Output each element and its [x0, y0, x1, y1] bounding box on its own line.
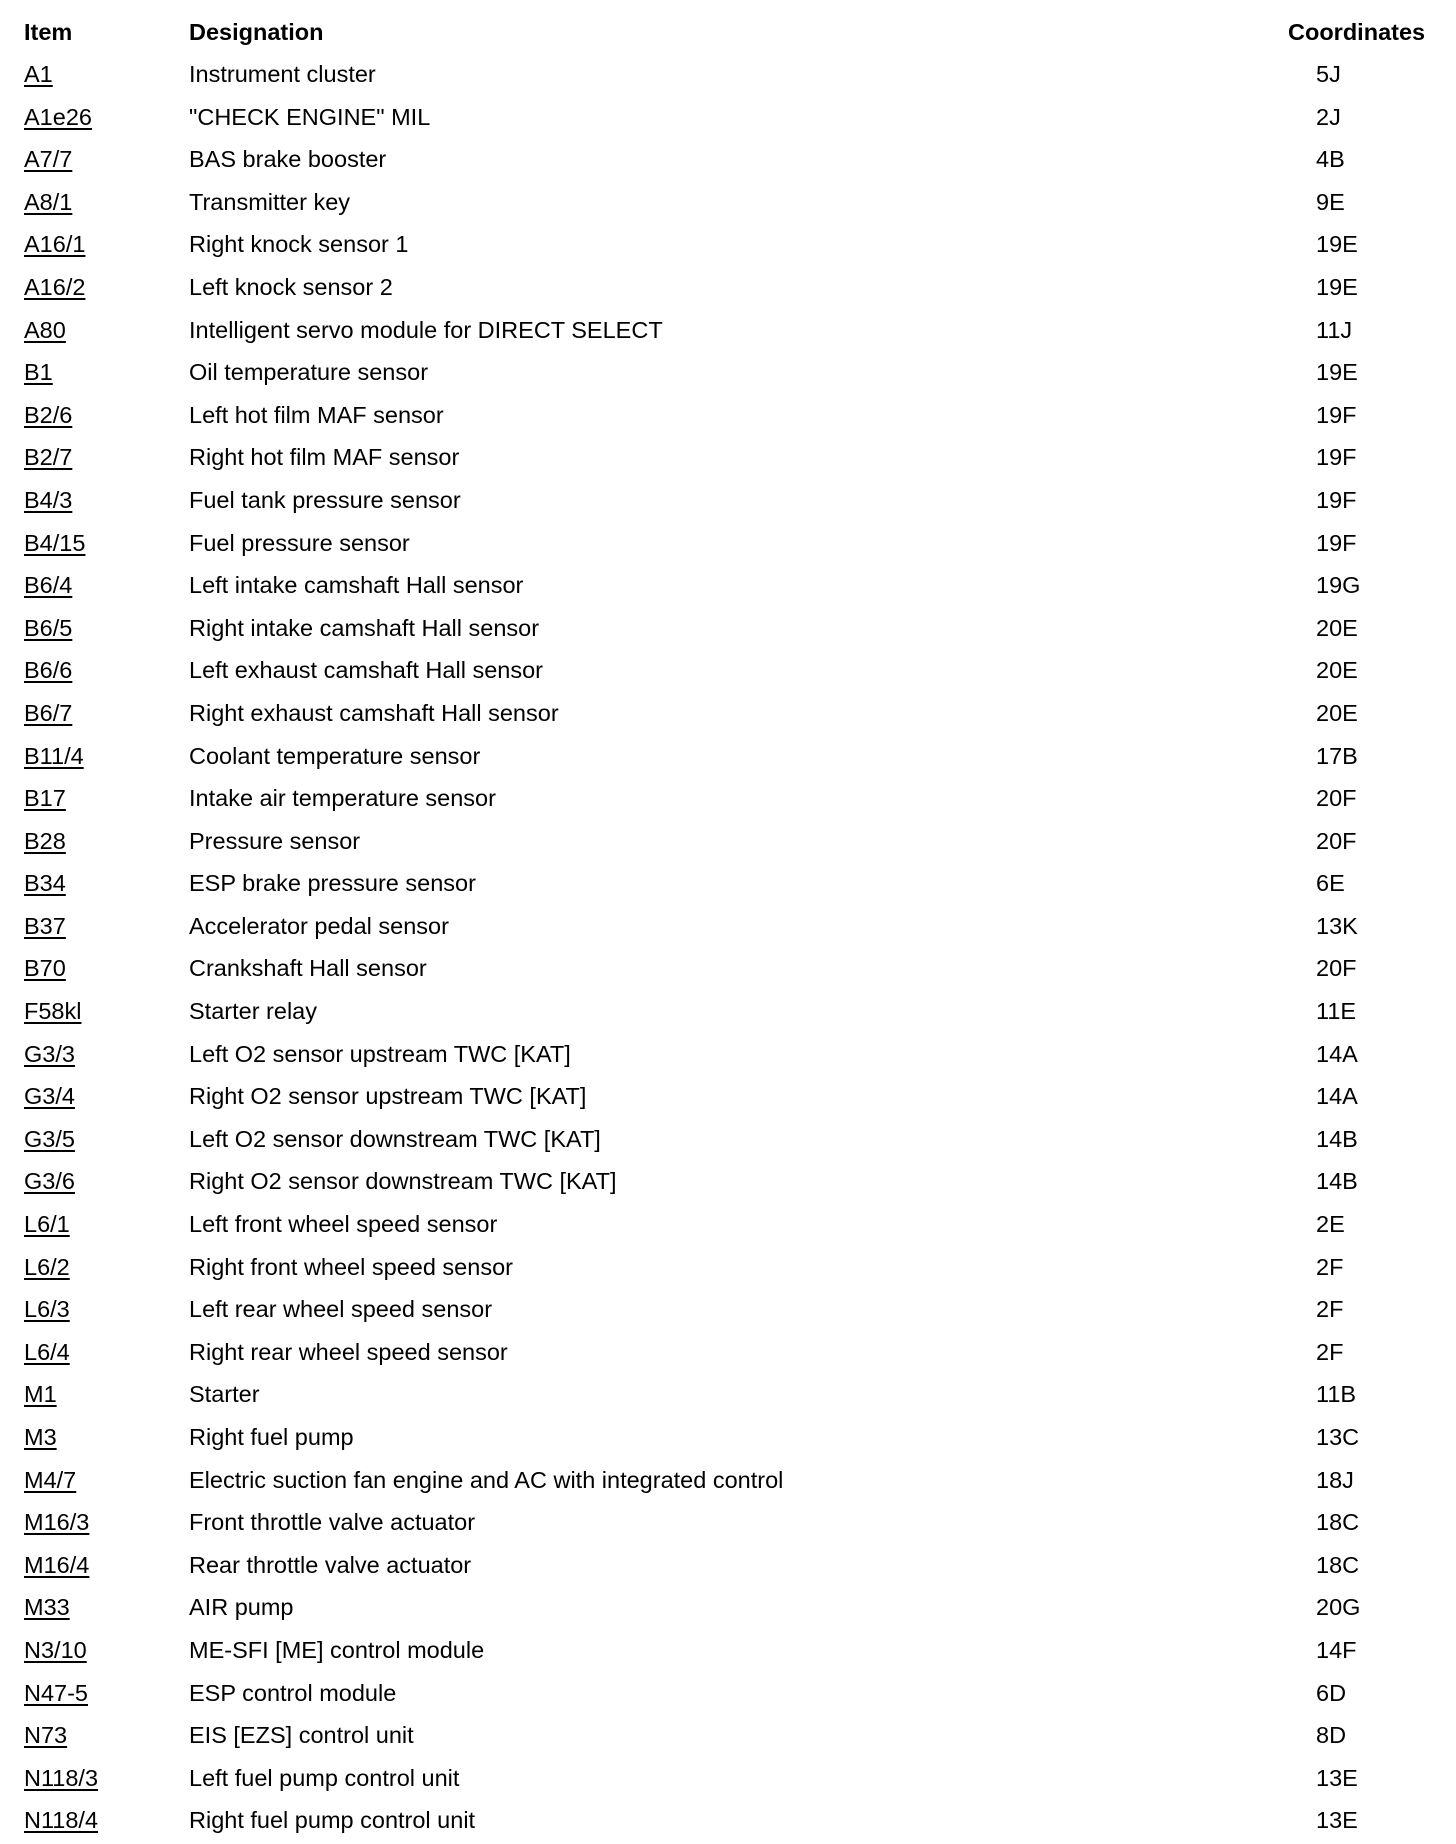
designation-cell: Left fuel pump control unit [189, 1764, 460, 1791]
item-link[interactable]: A7/7 [24, 146, 73, 173]
coordinates-cell: 2F [1316, 1338, 1344, 1365]
designation-cell: Left O2 sensor downstream TWC [KAT] [189, 1125, 601, 1152]
table-row [0, 53, 1456, 96]
designation-cell: Starter relay [189, 998, 317, 1025]
designation-cell: Instrument cluster [189, 61, 376, 87]
table-row [0, 820, 1456, 863]
table-row [0, 649, 1456, 692]
coordinates-cell: 20F [1316, 785, 1357, 812]
item-link[interactable]: M33 [24, 1594, 70, 1621]
designation-cell: Oil temperature sensor [189, 359, 429, 386]
coordinates-cell: 14A [1316, 1040, 1358, 1067]
item-link[interactable]: N73 [24, 1722, 68, 1749]
designation-cell: Accelerator pedal sensor [189, 912, 449, 939]
table-row [0, 947, 1456, 990]
coordinates-cell: 6D [1316, 1679, 1347, 1706]
coordinates-cell: 8D [1316, 1722, 1347, 1749]
coordinates-cell: 4B [1316, 146, 1345, 173]
designation-cell: ESP brake pressure sensor [189, 870, 476, 897]
table-row [0, 862, 1456, 905]
designation-cell: Left knock sensor 2 [189, 273, 393, 300]
coordinates-cell: 2E [1316, 1211, 1345, 1238]
item-link[interactable]: A1e26 [24, 103, 92, 130]
item-link[interactable]: N3/10 [24, 1636, 87, 1663]
table-row [0, 351, 1456, 394]
coordinates-cell: 2F [1316, 1253, 1344, 1280]
designation-cell: Pressure sensor [189, 827, 361, 854]
item-link[interactable]: A16/1 [24, 231, 86, 258]
coordinates-cell: 20E [1316, 699, 1358, 726]
table-row [0, 522, 1456, 565]
designation-cell: Right knock sensor 1 [189, 231, 409, 258]
coordinates-cell: 13E [1316, 1807, 1358, 1834]
item-link[interactable]: B2/7 [24, 444, 73, 471]
item-link[interactable]: M1 [24, 1381, 57, 1408]
item-link[interactable]: N47-5 [24, 1679, 89, 1706]
table-row [0, 1459, 1456, 1502]
item-link[interactable]: B70 [24, 955, 66, 982]
coordinates-cell: 9E [1316, 188, 1345, 215]
item-link[interactable]: B1 [24, 359, 53, 386]
designation-cell: Right hot film MAF sensor [189, 444, 460, 471]
header-coordinates: Coordinates [1288, 19, 1426, 45]
table-row [0, 1672, 1456, 1715]
item-link[interactable]: N118/4 [24, 1807, 99, 1834]
table-row [0, 1586, 1456, 1629]
designation-cell: Right rear wheel speed sensor [189, 1338, 508, 1365]
table-row [0, 436, 1456, 479]
designation-cell: Right O2 sensor upstream TWC [KAT] [189, 1083, 587, 1110]
coordinates-cell: 6E [1316, 870, 1345, 897]
designation-cell: "CHECK ENGINE" MIL [189, 103, 431, 130]
table-row [0, 96, 1456, 139]
designation-cell: Intelligent servo module for DIRECT SELECT [189, 316, 663, 343]
header-designation: Designation [189, 19, 324, 45]
designation-cell: Rear throttle valve actuator [189, 1551, 472, 1578]
designation-cell: Coolant temperature sensor [189, 742, 481, 769]
table-row [0, 1160, 1456, 1203]
coordinates-cell: 18J [1316, 1466, 1354, 1493]
designation-cell: Right fuel pump control unit [189, 1807, 476, 1834]
table-row [0, 1246, 1456, 1289]
coordinates-cell: 13K [1316, 912, 1358, 939]
designation-cell: Intake air temperature sensor [189, 785, 496, 812]
coordinates-cell: 19E [1316, 359, 1358, 386]
table-row [0, 692, 1456, 735]
coordinates-cell: 5J [1316, 61, 1341, 87]
item-link[interactable]: F58kl [24, 998, 82, 1025]
table-header [0, 15, 1456, 49]
item-link[interactable]: B37 [24, 912, 66, 939]
item-link[interactable]: N118/3 [24, 1764, 99, 1791]
designation-cell: Left intake camshaft Hall sensor [189, 572, 524, 599]
table-row [0, 394, 1456, 437]
table-row [0, 479, 1456, 522]
coordinates-cell: 14B [1316, 1168, 1358, 1195]
coordinates-cell: 19E [1316, 231, 1358, 258]
item-link[interactable]: B6/7 [24, 699, 73, 726]
table-row [0, 1075, 1456, 1118]
table-row [0, 564, 1456, 607]
designation-cell: Left front wheel speed sensor [189, 1211, 498, 1238]
item-link[interactable]: M3 [24, 1424, 57, 1450]
coordinates-cell: 2F [1316, 1296, 1344, 1323]
item-link[interactable]: B11/4 [24, 742, 84, 769]
table-row [0, 223, 1456, 266]
table-row [0, 266, 1456, 309]
coordinates-cell: 14B [1316, 1125, 1358, 1152]
header-item: Item [24, 19, 73, 45]
item-link[interactable]: L6/1 [24, 1211, 70, 1238]
coordinates-cell: 20F [1316, 827, 1357, 854]
table-row [0, 1331, 1456, 1374]
coordinates-cell: 2J [1316, 103, 1341, 130]
item-link[interactable]: A80 [24, 316, 66, 343]
designation-cell: Right O2 sensor downstream TWC [KAT] [189, 1168, 617, 1195]
table-row [0, 1714, 1456, 1757]
designation-cell: EIS [EZS] control unit [189, 1722, 414, 1749]
designation-cell: Right intake camshaft Hall sensor [189, 614, 540, 641]
coordinates-cell: 20G [1316, 1594, 1361, 1621]
table-row [0, 138, 1456, 181]
coordinates-cell: 19F [1316, 529, 1357, 556]
table-row [0, 1544, 1456, 1587]
designation-cell: AIR pump [189, 1594, 294, 1621]
coordinates-cell: 14A [1316, 1083, 1358, 1110]
designation-cell: Right fuel pump [189, 1424, 354, 1450]
designation-cell: Left exhaust camshaft Hall sensor [189, 657, 543, 684]
item-link[interactable]: M16/4 [24, 1551, 90, 1578]
designation-cell: Right front wheel speed sensor [189, 1253, 513, 1280]
item-link[interactable]: M16/3 [24, 1509, 90, 1536]
item-link[interactable]: B6/6 [24, 657, 73, 684]
item-link[interactable]: B6/4 [24, 572, 73, 599]
coordinates-cell: 20E [1316, 657, 1358, 684]
item-link[interactable]: A8/1 [24, 188, 73, 215]
table-row [0, 1118, 1456, 1161]
coordinates-cell: 19F [1316, 444, 1357, 471]
item-link[interactable]: B2/6 [24, 401, 73, 428]
item-link[interactable]: B4/15 [24, 529, 86, 556]
designation-cell: BAS brake booster [189, 146, 387, 173]
item-link[interactable]: A16/2 [24, 273, 86, 300]
designation-cell: Left rear wheel speed sensor [189, 1296, 493, 1323]
item-link[interactable]: L6/4 [24, 1338, 70, 1365]
table-row [0, 1757, 1456, 1800]
table-row [0, 1629, 1456, 1672]
table-row [0, 1033, 1456, 1076]
coordinates-cell: 19E [1316, 273, 1358, 300]
table-row [0, 905, 1456, 948]
coordinates-cell: 11J [1316, 316, 1353, 343]
table-body [0, 53, 1456, 1842]
designation-cell: Left O2 sensor upstream TWC [KAT] [189, 1040, 571, 1067]
item-link[interactable]: L6/2 [24, 1253, 70, 1280]
designation-cell: Fuel tank pressure sensor [189, 486, 461, 513]
designation-cell: Front throttle valve actuator [189, 1509, 476, 1536]
coordinates-cell: 14F [1316, 1636, 1357, 1663]
coordinates-cell: 19G [1316, 572, 1361, 599]
table-row [0, 990, 1456, 1033]
coordinates-cell: 11E [1316, 998, 1357, 1025]
table-row [0, 735, 1456, 778]
item-link[interactable]: B4/3 [24, 486, 73, 513]
table-row [0, 181, 1456, 224]
designation-cell: Transmitter key [189, 188, 351, 215]
item-link[interactable]: B6/5 [24, 614, 73, 641]
item-link[interactable]: G3/6 [24, 1168, 75, 1195]
designation-cell: Fuel pressure sensor [189, 529, 410, 556]
table-row [0, 1501, 1456, 1544]
item-link[interactable]: M4/7 [24, 1466, 77, 1493]
item-link[interactable]: A1 [24, 61, 53, 87]
coordinates-cell: 13C [1316, 1424, 1360, 1450]
coordinates-cell: 13E [1316, 1764, 1358, 1791]
table-row [0, 1288, 1456, 1331]
item-link[interactable]: B28 [24, 827, 66, 854]
table-row [0, 607, 1456, 650]
table-row [0, 309, 1456, 352]
item-link[interactable]: B17 [24, 785, 66, 812]
coordinates-cell: 18C [1316, 1551, 1360, 1578]
item-link[interactable]: G3/3 [24, 1040, 75, 1067]
coordinates-cell: 20F [1316, 955, 1357, 982]
designation-cell: Starter [189, 1381, 260, 1408]
designation-cell: Right exhaust camshaft Hall sensor [189, 699, 559, 726]
table-row [0, 1799, 1456, 1842]
coordinates-cell: 18C [1316, 1509, 1360, 1536]
table-row [0, 777, 1456, 820]
designation-cell: Left hot film MAF sensor [189, 401, 444, 428]
table-row [0, 1416, 1456, 1459]
table-row [0, 1373, 1456, 1416]
coordinates-cell: 17B [1316, 742, 1358, 769]
designation-cell: ESP control module [189, 1679, 397, 1706]
coordinates-cell: 20E [1316, 614, 1358, 641]
coordinates-cell: 11B [1316, 1381, 1357, 1408]
table-row [0, 1203, 1456, 1246]
item-link[interactable]: G3/4 [24, 1083, 75, 1110]
designation-cell: ME-SFI [ME] control module [189, 1636, 485, 1663]
item-link[interactable]: L6/3 [24, 1296, 70, 1323]
designation-cell: Electric suction fan engine and AC with integrated control [189, 1466, 784, 1493]
coordinates-cell: 19F [1316, 401, 1357, 428]
designation-cell: Crankshaft Hall sensor [189, 955, 427, 982]
coordinates-cell: 19F [1316, 486, 1357, 513]
item-link[interactable]: B34 [24, 870, 66, 897]
item-link[interactable]: G3/5 [24, 1125, 75, 1152]
